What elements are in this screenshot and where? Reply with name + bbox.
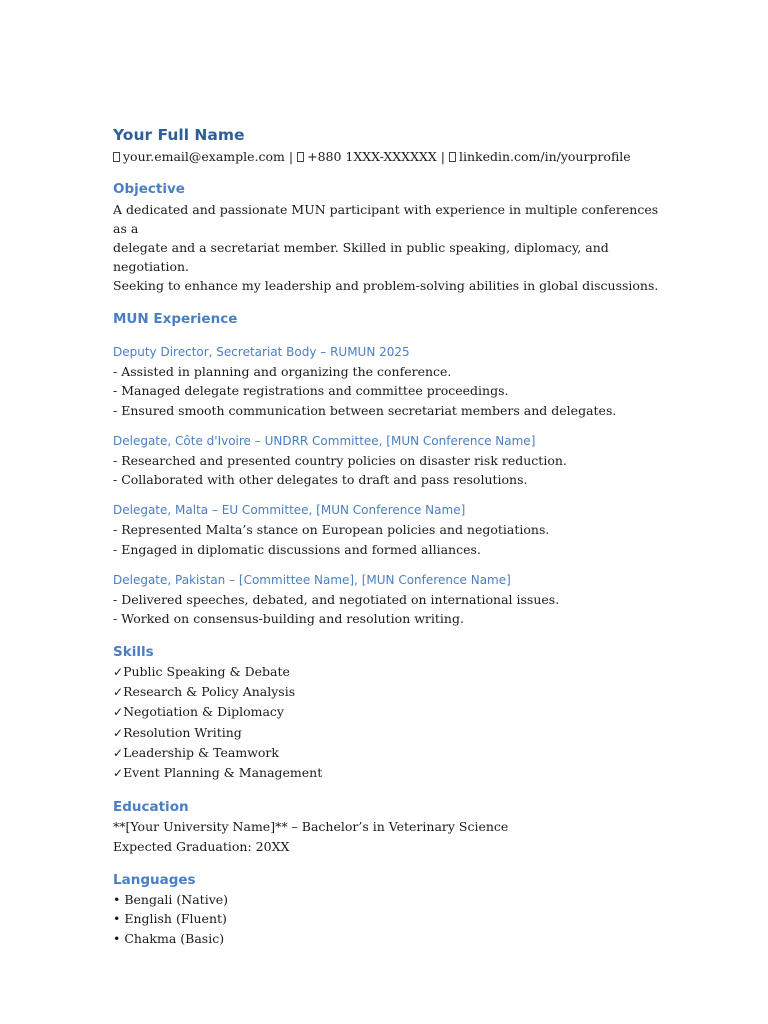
experience-heading: MUN Experience	[113, 311, 238, 327]
objective-line: delegate and a secretariat member. Skilled in public speaking, diplomacy, and negotiation.	[113, 240, 609, 274]
skills-list	[113, 662, 673, 784]
experience-entry	[113, 501, 673, 559]
skill-label: Negotiation & Diplomacy	[123, 704, 284, 720]
education-line: Expected Graduation: 20XX	[113, 838, 290, 854]
skill-label: Public Speaking & Debate	[123, 663, 290, 679]
experience-entry	[113, 571, 673, 629]
language-item: • Bengali (Native)	[113, 892, 229, 908]
language-item: • Chakma (Basic)	[113, 930, 225, 946]
check-icon: ✓	[113, 766, 124, 781]
experience-role: Delegate, Malta – EU Committee, [MUN Conference Name]	[113, 503, 466, 518]
experience-role: Deputy Director, Secretariat Body – RUMUN 2025	[113, 345, 410, 359]
contact-separator: |	[284, 149, 298, 164]
skill-item	[113, 723, 673, 743]
phone-icon	[297, 152, 304, 162]
experience-bullet: - Represented Malta’s stance on European policies and negotiations.	[113, 522, 550, 538]
resume-name: Your Full Name	[113, 126, 245, 144]
check-icon: ✓	[113, 725, 124, 740]
contact-linkedin: linkedin.com/in/yourprofile	[458, 149, 631, 164]
contact-email: your.email@example.com	[123, 149, 285, 164]
objective-line: Seeking to enhance my leadership and problem-solving abilities in global discussions.	[113, 278, 659, 293]
objective-line: A dedicated and passionate MUN participant with experience in multiple conferences as a	[113, 202, 659, 236]
language-item: • English (Fluent)	[113, 911, 227, 927]
experience-bullet: - Ensured smooth communication between secretariat members and delegates.	[113, 402, 617, 418]
experience-entry	[113, 432, 673, 490]
skill-label: Leadership & Teamwork	[123, 744, 279, 760]
experience-bullet: - Researched and presented country policies on disaster risk reduction.	[113, 452, 567, 468]
skills-heading: Skills	[113, 643, 154, 660]
education-heading: Education	[113, 799, 189, 816]
skill-label: Research & Policy Analysis	[123, 683, 296, 699]
experience-bullet: - Worked on consensus-building and resolution writing.	[113, 611, 464, 627]
languages-heading: Languages	[113, 872, 196, 889]
check-icon: ✓	[113, 745, 124, 760]
skill-item	[113, 702, 673, 722]
experience-entry	[113, 343, 673, 420]
experience-bullet: - Managed delegate registrations and committee proceedings.	[113, 383, 509, 399]
languages-list	[113, 890, 673, 948]
resume-page	[113, 124, 673, 948]
contact-separator: |	[436, 149, 449, 164]
experience-role: Delegate, Pakistan – [Committee Name], [MUN Conference Name]	[113, 573, 511, 588]
objective-text	[113, 200, 673, 295]
check-icon: ✓	[113, 684, 124, 699]
contact-phone: +880 1XXX-XXXXXX	[307, 149, 437, 164]
check-icon: ✓	[113, 664, 124, 679]
check-icon: ✓	[113, 705, 124, 720]
skill-item	[113, 682, 673, 702]
skill-item	[113, 662, 673, 682]
education-line: **[Your University Name]** – Bachelor’s in Veterinary Science	[113, 819, 509, 835]
experience-role: Delegate, Côte d'Ivoire – UNDRR Committee, [MUN Conference Name]	[113, 433, 536, 448]
experience-bullet: - Engaged in diplomatic discussions and formed alliances.	[113, 541, 481, 557]
linkedin-icon	[449, 152, 456, 162]
skill-label: Event Planning & Management	[123, 765, 323, 781]
contact-line	[113, 148, 673, 166]
skill-label: Resolution Writing	[123, 724, 242, 740]
education-block	[113, 817, 673, 856]
experience-bullet: - Assisted in planning and organizing the conference.	[113, 364, 452, 379]
skill-item	[113, 743, 673, 763]
email-icon	[113, 152, 120, 162]
skill-item	[113, 763, 673, 783]
objective-heading: Objective	[113, 181, 185, 197]
experience-bullet: - Delivered speeches, debated, and negotiated on international issues.	[113, 592, 560, 608]
experience-bullet: - Collaborated with other delegates to draft and pass resolutions.	[113, 472, 528, 488]
